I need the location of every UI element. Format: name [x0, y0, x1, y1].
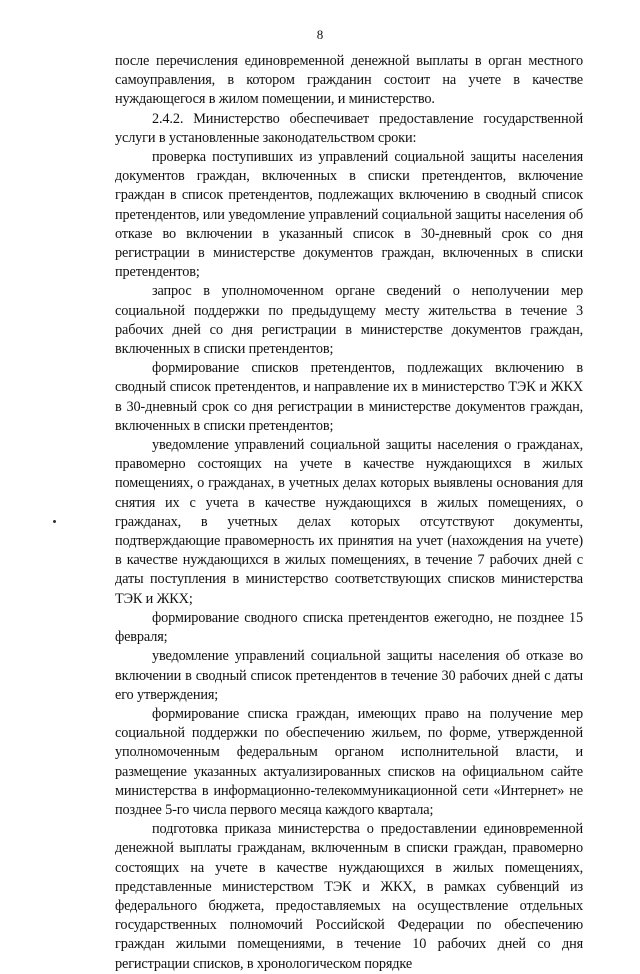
paragraph: формирование сводного списка претендентов ежегодно, не позднее 15 февраля; [115, 609, 583, 646]
paragraph: уведомление управлений социальной защиты населения о гражданах, правомерно состоящих на учете в качестве нуждающихся в жилых помещениях, о гражданах, в учетных делах которых выявлены основания для снятия их с учета в качестве нуждающихся в жилых помещениях, о гражданах, в учетных делах которых отсутствуют документы, подтверждающие правомерность их принятия на учет (нахождения на учете) в качестве нуждающихся в жилых помещениях, в течение 7 рабочих дней с даты поступления в министерство соответствующих списков министерства ТЭК и ЖКХ; [115, 437, 583, 607]
paragraph: после перечисления единовременной денежной выплаты в орган местного самоуправления, в котором гражданин состоит на учете в качестве нуждающегося в жилом помещении, и министерство. [115, 53, 583, 108]
margin-mark [53, 520, 56, 523]
paragraph: формирование списка граждан, имеющих право на получение мер социальной поддержки по обеспечению жильем, по форме, утвержденной уполномоченным федеральным органом исполнительной власти, и размещение указанных актуализированных списков на официальном сайте министерства в информационно-телекоммуникационной сети «Интернет» не позднее 5-го числа первого месяца каждого квартала; [115, 705, 583, 818]
paragraph: запрос в уполномоченном органе сведений о неполучении мер социальной поддержки по предыдущему месту жительства в течение 3 рабочих дней со дня регистрации в министерстве документов граждан, включенных в списки претендентов; [115, 283, 583, 358]
paragraph: уведомление управлений социальной защиты населения об отказе во включении в сводный список претендентов в течение 30 рабочих дней с даты его утверждения; [115, 648, 583, 703]
page-number: 8 [316, 27, 324, 42]
paragraph: подготовка приказа министерства о предоставлении единовременной денежной выплаты гражданам, включенным в списки граждан, правомерно состоящих на учете в качестве нуждающихся в жилых помещениях, представленные министерством ТЭК и ЖКХ, в рамках субвенций из федерального бюджета, предоставляемых на осуществление отдельных государственных полномочий Российской Федерации по обеспечению граждан жилыми помещениями, в течение 10 рабочих дней со дня регистрации списков, в хронологическом порядке [115, 821, 583, 972]
paragraph: 2.4.2. Министерство обеспечивает предоставление государственной услуги в установленные законодательством сроки: [115, 110, 583, 146]
paragraph: формирование списков претендентов, подлежащих включению в сводный список претендентов, и направление их в министерство ТЭК и ЖКХ в 30-дневный срок со дня регистрации в министерстве документов граждан, включенных в списки претендентов; [115, 360, 583, 434]
paragraph: проверка поступивших из управлений социальной защиты населения документов граждан, включенных в списки претендентов, включение граждан в список претендентов, подлежащих включению в сводный список претендентов, или уведомление управлений социальной защиты населения об отказе во включении в указанный список в 30-дневный срок со дня регистрации в министерстве документов граждан, включенных в списки претендентов; [115, 149, 583, 281]
document-body [115, 52, 583, 974]
